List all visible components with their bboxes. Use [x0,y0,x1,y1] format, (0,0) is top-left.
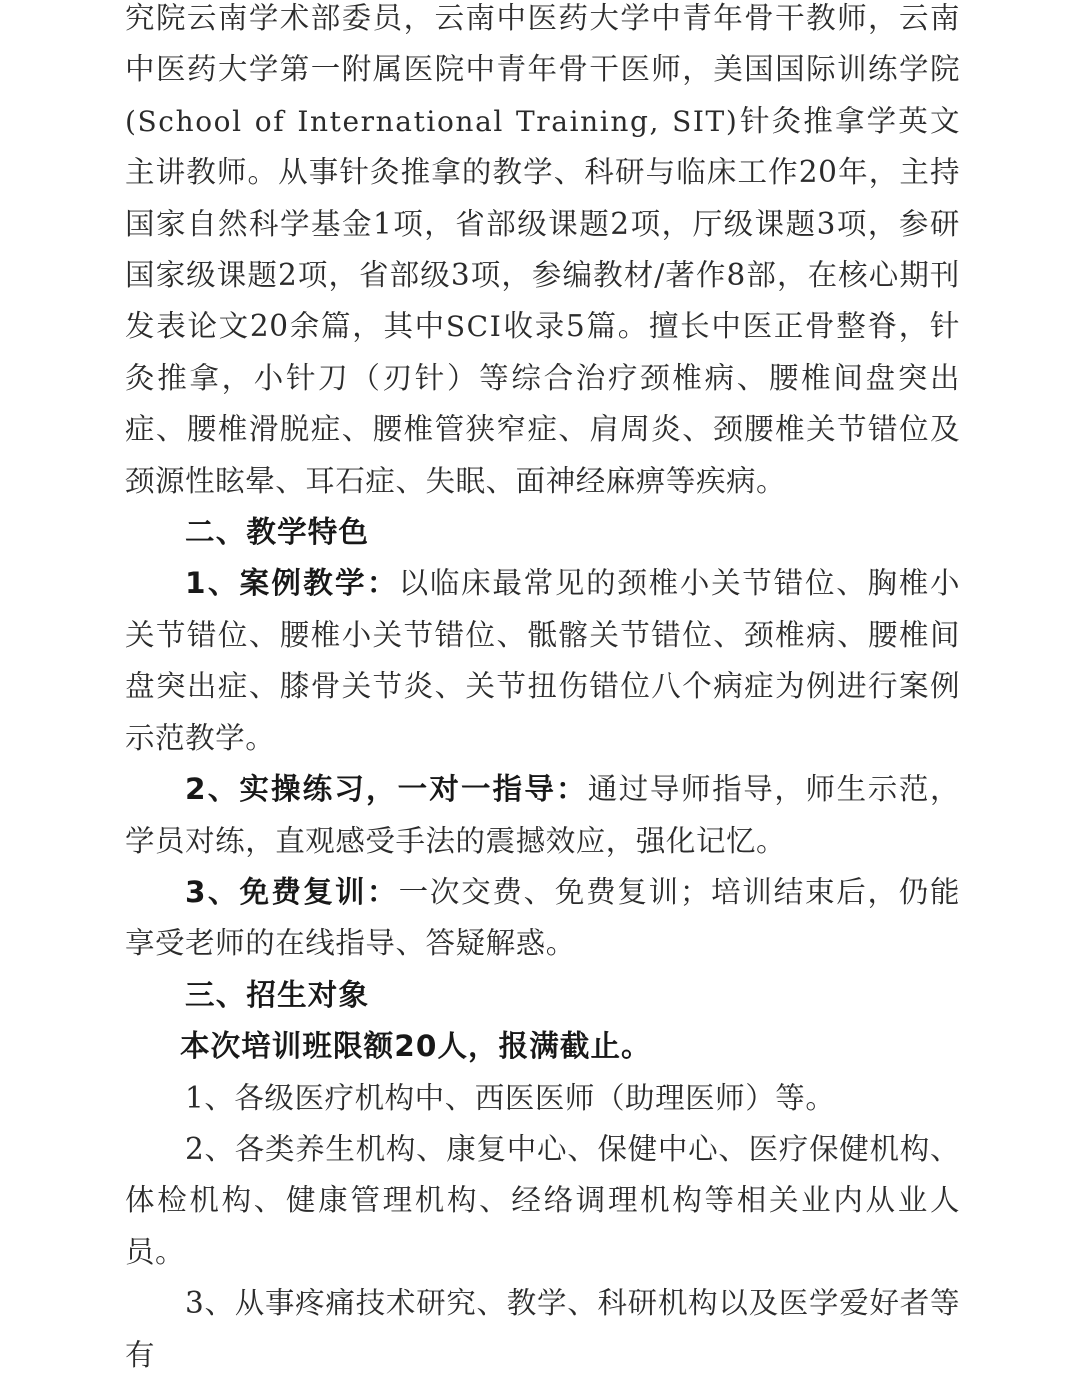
bio-provincial-count: 2 [610,206,630,241]
enrollment-target-item-1: 1、各级医疗机构中、西医医师（助理医师）等。 [185,1080,836,1115]
bio-run-cjk-9: 部，在核心期刊发表论文 [125,258,960,344]
bio-run-cjk-12: 篇。擅长中医正骨整脊，针灸推拿，小针刀（刃针）等综合治疗颈椎病、腰椎间盘突出症、腰椎滑脱症、腰椎管狭窄症、肩周炎、颈腰椎关节错位及颈源性眩晕、耳石症、失眠、面神经麻痹等疾病。 [125,309,960,498]
bio-run-latin-sci: SCI [445,310,503,344]
teaching-item-case-study-label: 1、案例教学： [185,566,399,601]
enrollment-limit-statement: 本次培训班限额20人，报满截止。 [180,1029,652,1064]
teaching-item-free-retraining-body: 一次交费、免费复训；培训结束后，仍能享受老师的在线指导、答疑解惑。 [125,874,960,961]
teaching-item-practice [125,764,960,867]
bio-run-cjk-8: 项，参编教材/著作 [470,258,727,293]
bio-sci-count: 5 [565,309,586,344]
document-body [125,0,960,1381]
enrollment-target-item-3: 3、从事疼痛技术研究、教学、科研机构以及医学爱好者等有 [125,1286,960,1372]
bio-provincial-participated-count: 3 [450,258,471,293]
teaching-item-practice-body: 通过导师指导，师生示范，学员对练，直观感受手法的震撼效应，强化记忆。 [125,772,961,858]
bio-paper-count: 20 [249,309,289,344]
bio-run-cjk-4: 项，省部级课题 [392,206,611,241]
section-two-heading: 二、教学特色 [185,515,370,550]
bio-paragraph [125,0,960,507]
bio-run-cjk-1: 究院云南学术部委员，云南中医药大学中青年骨干教师，云南中医药大学第一附属医院中青年骨干医师，美国国际训练学院 [125,1,960,87]
bio-nsfc-count: 1 [372,206,393,241]
bio-run-cjk-7: 项，省部级 [297,258,451,293]
bio-bureau-count: 3 [816,206,836,241]
teaching-item-free-retraining [125,867,960,970]
section-three-heading: 三、招生对象 [185,977,370,1012]
bio-run-cjk-3: 年，主持国家自然科学基金 [125,155,960,241]
teaching-item-practice-label: 2、实操练习，一对一指导： [185,772,588,807]
bio-run-cjk-11: 收录 [502,309,566,344]
bio-national-participated-count: 2 [277,258,298,293]
enrollment-target-item-2: 2、各类养生机构、康复中心、保健中心、医疗保健机构、体检机构、健康管理机构、经络调理机构等相关业内从业人员。 [125,1131,960,1269]
teaching-item-case-study [125,558,960,764]
bio-run-cjk-6: 项，参研国家级课题 [125,206,960,293]
bio-years-20: 20 [798,155,838,190]
bio-run-cjk-2: 针灸推拿学英文主讲教师。从事针灸推拿的教学、科研与临床工作 [125,103,960,190]
bio-run-latin-sit: (School of International Training, SIT) [125,104,739,138]
bio-run-cjk-5: 项，厅级课题 [629,206,817,241]
bio-run-cjk-10: 余篇，其中 [288,309,446,344]
teaching-item-case-study-body: 以临床最常见的颈椎小关节错位、胸椎小关节错位、腰椎小关节错位、骶髂关节错位、颈椎病、腰椎间盘突出症、膝骨关节炎、关节扭伤错位八个病症为例进行案例示范教学。 [125,566,960,755]
bio-textbook-count: 8 [726,258,746,293]
teaching-item-free-retraining-label: 3、免费复训： [185,874,399,909]
